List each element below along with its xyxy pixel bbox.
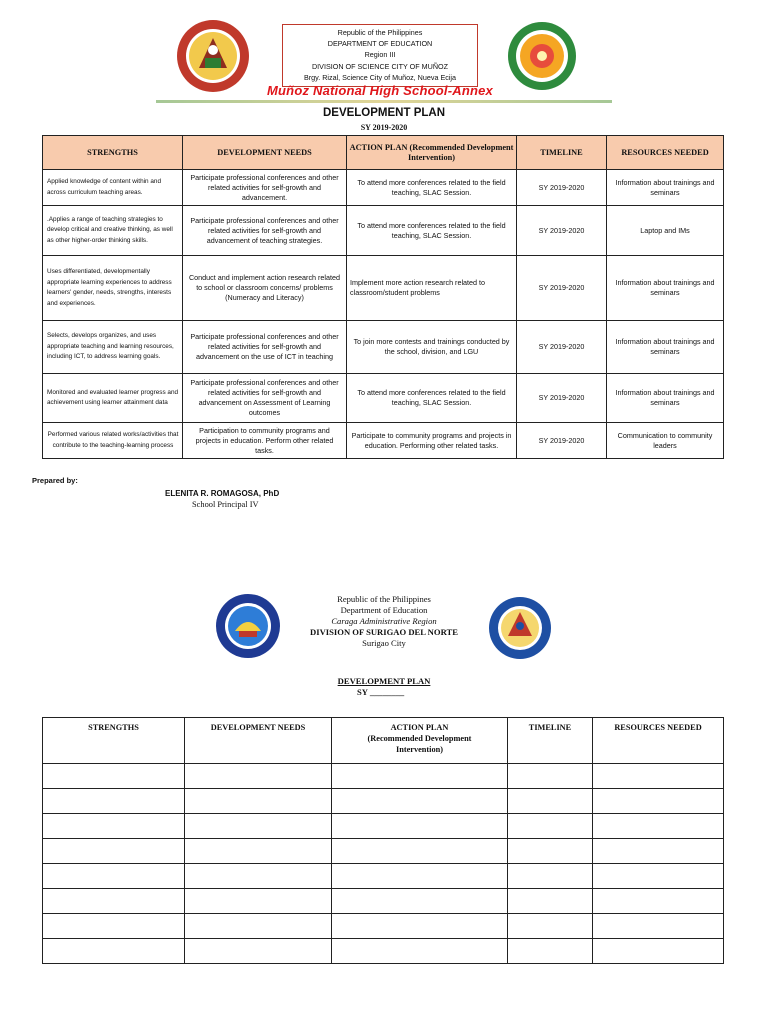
- header-line: Brgy. Rizal, Science City of Muñoz, Nueva Ecija: [303, 72, 457, 82]
- header2-line: DIVISION OF SURIGAO DEL NORTE: [310, 627, 458, 637]
- development-plan-table: [42, 135, 724, 459]
- col-header: STRENGTHS: [43, 136, 183, 170]
- empty-cell[interactable]: [508, 914, 593, 939]
- table-row: [43, 939, 724, 964]
- timeline-cell: SY 2019-2020: [517, 423, 607, 459]
- table-row: [43, 374, 724, 423]
- resource-cell: Information about trainings and seminars: [607, 256, 724, 321]
- header-line: DIVISION OF SCIENCE CITY OF MUÑOZ: [311, 61, 449, 71]
- empty-cell[interactable]: [508, 939, 593, 964]
- action-cell: To attend more conferences related to the field teaching, SLAC Session.: [347, 206, 517, 256]
- header-line: Region III: [364, 50, 396, 60]
- empty-cell[interactable]: [332, 764, 508, 789]
- table-row: [43, 914, 724, 939]
- table-row: [43, 256, 724, 321]
- col-header: STRENGTHS: [43, 718, 185, 764]
- table-row: [43, 889, 724, 914]
- empty-cell[interactable]: [508, 789, 593, 814]
- strength-cell: .Applies a range of teaching strategies to develop critical and creative thinking, as well as other higher-order thinking skills.: [43, 206, 183, 256]
- timeline-cell: SY 2019-2020: [517, 374, 607, 423]
- col-header: RESOURCES NEEDED: [593, 718, 724, 764]
- table-row: [43, 423, 724, 459]
- empty-cell[interactable]: [185, 839, 332, 864]
- empty-cell[interactable]: [43, 814, 185, 839]
- empty-cell[interactable]: [185, 789, 332, 814]
- empty-cell[interactable]: [332, 839, 508, 864]
- signer-name: ELENITA R. ROMAGOSA, PhD: [165, 489, 280, 498]
- empty-cell[interactable]: [508, 889, 593, 914]
- empty-cell[interactable]: [593, 764, 724, 789]
- resource-cell: Information about trainings and seminars: [607, 170, 724, 206]
- empty-cell[interactable]: [332, 889, 508, 914]
- empty-cell[interactable]: [185, 939, 332, 964]
- header-banner: [156, 100, 612, 103]
- signer-title: School Principal IV: [192, 500, 259, 509]
- resource-cell: Information about trainings and seminars: [607, 374, 724, 423]
- col-header: TIMELINE: [508, 718, 593, 764]
- timeline-cell: SY 2019-2020: [517, 206, 607, 256]
- table-header-row: [43, 718, 724, 764]
- empty-cell[interactable]: [593, 789, 724, 814]
- action-cell: To attend more conferences related to the field teaching, SLAC Session.: [347, 374, 517, 423]
- strength-cell: Monitored and evaluated learner progress and achievement using learner attainment data: [43, 374, 183, 423]
- plan2-title: DEVELOPMENT PLAN: [337, 676, 431, 686]
- empty-cell[interactable]: [43, 864, 185, 889]
- strength-cell: Selects, develops organizes, and uses appropriate teaching and learning resources, including ICT, to address learning goals.: [43, 321, 183, 374]
- empty-cell[interactable]: [508, 864, 593, 889]
- empty-cell[interactable]: [332, 914, 508, 939]
- blank-development-plan-table: [42, 717, 724, 964]
- header-address-box: [282, 24, 478, 87]
- col-header: TIMELINE: [517, 136, 607, 170]
- table-row: [43, 839, 724, 864]
- col-header: DEVELOPMENT NEEDS: [185, 718, 332, 764]
- strength-cell: Performed various related works/activities that contribute to the teaching-learning process: [43, 423, 183, 459]
- header-line: DEPARTMENT OF EDUCATION: [327, 39, 433, 49]
- empty-cell[interactable]: [43, 839, 185, 864]
- empty-cell[interactable]: [593, 864, 724, 889]
- empty-cell[interactable]: [185, 814, 332, 839]
- empty-cell[interactable]: [332, 814, 508, 839]
- empty-cell[interactable]: [593, 889, 724, 914]
- header-line: Republic of the Philippines: [337, 28, 423, 37]
- empty-cell[interactable]: [593, 839, 724, 864]
- empty-cell[interactable]: [43, 889, 185, 914]
- col-header: RESOURCES NEEDED: [607, 136, 724, 170]
- plan-title: DEVELOPMENT PLAN: [322, 107, 446, 119]
- plan-school-year: SY 2019-2020: [360, 123, 408, 132]
- empty-cell[interactable]: [508, 814, 593, 839]
- table-row: [43, 764, 724, 789]
- action-cell: To join more contests and trainings conducted by the school, division, and LGU: [347, 321, 517, 374]
- empty-cell[interactable]: [508, 839, 593, 864]
- table-row: [43, 864, 724, 889]
- resource-cell: Communication to community leaders: [607, 423, 724, 459]
- header2-line: Republic of the Philippines: [337, 594, 431, 604]
- empty-cell[interactable]: [593, 939, 724, 964]
- empty-cell[interactable]: [185, 914, 332, 939]
- table-row: [43, 789, 724, 814]
- action-cell: Implement more action research related to classroom/student problems: [347, 256, 517, 321]
- empty-cell[interactable]: [185, 889, 332, 914]
- need-cell: Participate professional conferences and other related activities for self-growth and advancement on Assessment of Learning outcomes: [183, 374, 347, 423]
- empty-cell[interactable]: [43, 939, 185, 964]
- table-header-row: [43, 136, 724, 170]
- empty-cell[interactable]: [593, 914, 724, 939]
- munoz-nhs-seal-icon: [175, 18, 251, 94]
- resource-cell: Laptop and IMs: [607, 206, 724, 256]
- empty-cell[interactable]: [43, 764, 185, 789]
- school-name: Muñoz National High School-Annex: [267, 83, 493, 98]
- need-cell: Participate professional conferences and other related activities for self-growth and advancement.: [183, 170, 347, 206]
- need-cell: Conduct and implement action research related to school or classroom concerns/ problems (Numeracy and Literacy): [183, 256, 347, 321]
- empty-cell[interactable]: [43, 914, 185, 939]
- action-cell: To attend more conferences related to the field teaching, SLAC Session.: [347, 170, 517, 206]
- need-cell: Participate professional conferences and other related activities for self-growth and advancement on the use of ICT in teaching: [183, 321, 347, 374]
- empty-cell[interactable]: [332, 789, 508, 814]
- timeline-cell: SY 2019-2020: [517, 170, 607, 206]
- need-cell: Participation to community programs and projects in education. Perform other related tasks.: [183, 423, 347, 459]
- table-row: [43, 170, 724, 206]
- header2-line: Caraga Administrative Region: [331, 616, 437, 626]
- empty-cell[interactable]: [185, 864, 332, 889]
- empty-cell[interactable]: [508, 764, 593, 789]
- timeline-cell: SY 2019-2020: [517, 321, 607, 374]
- empty-cell[interactable]: [332, 939, 508, 964]
- table-row: [43, 814, 724, 839]
- col-header: ACTION PLAN (Recommended Development Intervention): [332, 718, 508, 764]
- action-cell: Participate to community programs and projects in education. Performing other related tasks.: [347, 423, 517, 459]
- plan2-school-year: SY ________: [357, 687, 405, 697]
- col-header: ACTION PLAN (Recommended Development Intervention): [347, 136, 517, 170]
- prepared-by-label: Prepared by:: [32, 476, 78, 485]
- empty-cell[interactable]: [332, 864, 508, 889]
- resource-cell: Information about trainings and seminars: [607, 321, 724, 374]
- header2-line: Department of Education: [340, 605, 428, 615]
- header2-line: Surigao City: [362, 638, 406, 648]
- strength-cell: Uses differentiated, developmentally appropriate learning experiences to address learners' gender, needs, strengths, interests and experiences.: [43, 256, 183, 321]
- empty-cell[interactable]: [185, 764, 332, 789]
- strength-cell: Applied knowledge of content within and across curriculum teaching areas.: [43, 170, 183, 206]
- empty-cell[interactable]: [593, 814, 724, 839]
- table-row: [43, 206, 724, 256]
- table-row: [43, 321, 724, 374]
- empty-cell[interactable]: [43, 789, 185, 814]
- col-header: DEVELOPMENT NEEDS: [183, 136, 347, 170]
- need-cell: Participate professional conferences and other related activities for self-growth and advancement of teaching strategies.: [183, 206, 347, 256]
- timeline-cell: SY 2019-2020: [517, 256, 607, 321]
- division-science-city-munoz-seal-icon: [506, 20, 578, 92]
